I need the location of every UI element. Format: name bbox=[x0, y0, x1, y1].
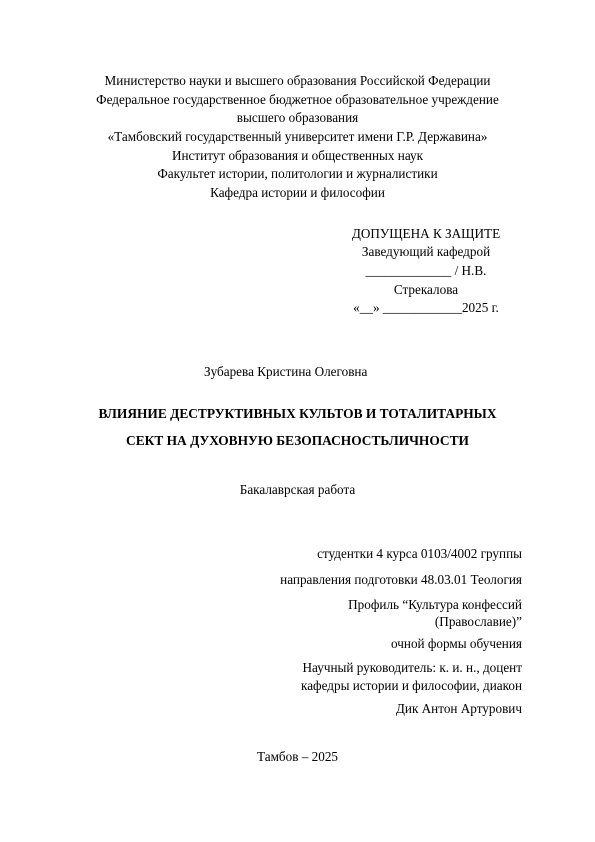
study-form: очной формы обучения bbox=[391, 636, 522, 651]
institute-line: Институт образования и общественных наук bbox=[171, 148, 424, 163]
author-name: Зубарева Кристина Олеговна bbox=[204, 364, 368, 379]
student-course-group: студентки 4 курса 0103/4002 группы bbox=[317, 546, 522, 561]
faculty-line: Факультет истории, политологии и журналистики bbox=[157, 166, 438, 181]
profile-line-1: Профиль “Культура конфессий bbox=[348, 597, 522, 612]
department-line: Кафедра истории и философии bbox=[210, 185, 385, 200]
education-level-line: высшего образования bbox=[236, 110, 359, 125]
university-name-line: «Тамбовский государственный университет имени Г.Р. Державина» bbox=[107, 129, 488, 144]
profile-line-2: (Православие)” bbox=[434, 614, 522, 629]
ministry-line: Министерство науки и высшего образования Российской Федерации bbox=[104, 73, 491, 88]
approval-surname: Стрекалова bbox=[393, 282, 459, 297]
supervisor-name: Дик Антон Артурович bbox=[395, 701, 522, 716]
thesis-title-line-2: СЕКТ НА ДУХОВНУЮ БЕЗОПАСНОСТЬЛИЧНОСТИ bbox=[126, 433, 469, 448]
approval-position: Заведующий кафедрой bbox=[361, 244, 491, 259]
supervisor-line-2: кафедры истории и философии, диакон bbox=[300, 678, 522, 693]
institution-type-line: Федеральное государственное бюджетное образовательное учреждение bbox=[96, 92, 499, 107]
approval-signature-line: _____________ / Н.В. bbox=[365, 263, 487, 278]
city-year: Тамбов – 2025 bbox=[256, 749, 339, 764]
study-direction: направления подготовки 48.03.01 Теология bbox=[280, 572, 522, 587]
approval-date-line: «__» ____________2025 г. bbox=[353, 300, 499, 315]
supervisor-line-1: Научный руководитель: к. и. н., доцент bbox=[302, 660, 522, 675]
work-type: Бакалаврская работа bbox=[239, 482, 356, 497]
thesis-title-line-1: ВЛИЯНИЕ ДЕСТРУКТИВНЫХ КУЛЬТОВ И ТОТАЛИТАРНЫХ bbox=[98, 406, 497, 421]
approval-heading: ДОПУЩЕНА К ЗАЩИТЕ bbox=[351, 226, 501, 241]
